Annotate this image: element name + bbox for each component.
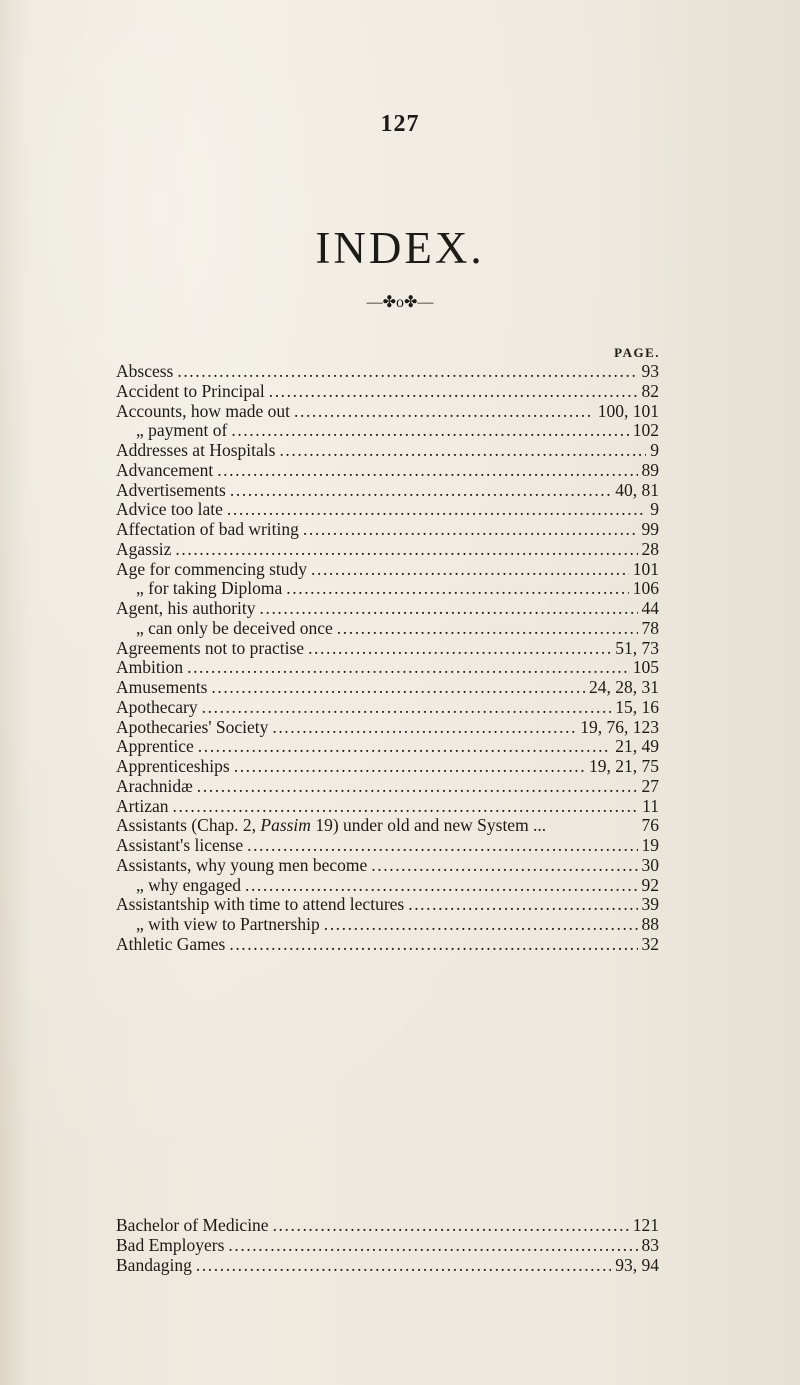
index-term: Bachelor of Medicine [116, 1215, 269, 1235]
index-entry [116, 836, 659, 856]
index-term: Agassiz [116, 538, 172, 559]
index-pages: 44 [641, 598, 659, 618]
ornament-divider: —✤o✤— [366, 294, 434, 311]
index-term-italic: Passim [260, 815, 311, 836]
index-term: Agreements not to practise [116, 637, 305, 658]
index-pages: 27 [641, 775, 659, 796]
page-title: INDEX. [315, 223, 485, 273]
index-pages: 30 [641, 854, 659, 875]
dot-leader [230, 481, 611, 501]
index-pages: 19, 21, 75 [589, 756, 659, 776]
index-term-part: Assistants (Chap. 2, [116, 815, 261, 836]
index-pages: 11 [642, 795, 659, 816]
dot-leader [337, 619, 638, 639]
index-pages: 99 [641, 519, 659, 539]
index-term: Assistantship with time to attend lectures [116, 894, 405, 915]
index-entry [116, 500, 659, 520]
index-entry [116, 856, 659, 876]
index-term: Apothecaries' Society [116, 716, 269, 737]
index-term: Apprenticeships [116, 756, 230, 776]
index-entry [116, 441, 659, 461]
index-term: Artizan [116, 795, 169, 816]
index-entry [116, 915, 659, 935]
index-term: Agent, his authority [116, 598, 256, 618]
dot-leader [172, 797, 638, 817]
dot-leader [197, 777, 638, 797]
index-pages: 102 [632, 420, 659, 441]
index-entry [116, 402, 659, 422]
dot-leader [227, 500, 646, 520]
index-entry [116, 560, 659, 580]
index-entry [116, 737, 659, 757]
index-entry [116, 658, 659, 678]
dot-leader [177, 362, 637, 382]
index-entry [116, 461, 659, 481]
index-term: „ can only be deceived once [136, 617, 333, 638]
index-term: Advice too late [116, 499, 223, 520]
page-column-header: PAGE. [614, 345, 660, 360]
index-pages: 9 [650, 499, 659, 520]
dot-leader [211, 678, 585, 698]
dot-leader [269, 382, 638, 402]
index-list-b [116, 1216, 659, 1275]
dot-leader [294, 402, 594, 422]
index-pages: 105 [632, 657, 659, 678]
index-entry [116, 520, 659, 540]
dot-leader [217, 461, 637, 481]
index-entry [116, 421, 659, 441]
index-entry [116, 639, 659, 659]
dot-leader [198, 737, 612, 757]
index-term: „ with view to Partnership [136, 914, 320, 934]
dot-leader [311, 560, 629, 580]
dot-leader [231, 421, 628, 441]
index-entry [116, 481, 659, 501]
index-term-part: 19) under old and new System ... [310, 815, 547, 836]
index-pages: 24, 28, 31 [589, 677, 659, 697]
index-pages: 76 [641, 815, 659, 836]
index-pages: 28 [641, 538, 659, 559]
index-entry [116, 757, 659, 777]
index-pages: 19 [641, 835, 659, 855]
index-entry [116, 816, 659, 836]
index-term: Apothecary [116, 696, 198, 717]
index-pages: 93, 94 [615, 1254, 659, 1275]
index-term: Apprentice [116, 736, 194, 757]
dot-leader [187, 658, 629, 678]
index-entry [116, 797, 659, 817]
index-pages: 106 [632, 578, 659, 599]
dot-leader [286, 579, 628, 599]
page-number: 127 [380, 111, 420, 137]
index-entry [116, 1216, 659, 1236]
index-pages: 88 [641, 914, 659, 934]
dot-leader [175, 540, 637, 560]
index-pages: 93 [641, 361, 659, 381]
index-entry [116, 579, 659, 599]
index-entry [116, 718, 659, 738]
dot-leader [229, 935, 637, 955]
index-term: Bandaging [116, 1254, 192, 1275]
index-entry [116, 382, 659, 402]
index-entry [116, 895, 659, 915]
dot-leader [303, 520, 638, 540]
index-pages: 121 [632, 1215, 659, 1235]
dot-leader [196, 1256, 611, 1276]
dot-leader [247, 836, 637, 856]
index-term: Abscess [116, 361, 174, 381]
dot-leader [245, 876, 638, 896]
index-entry [116, 540, 659, 560]
index-pages: 78 [641, 617, 659, 638]
index-pages: 40, 81 [615, 479, 659, 500]
index-term: Ambition [116, 657, 184, 678]
dot-leader [273, 1216, 629, 1236]
index-term: Accounts, how made out [116, 400, 290, 421]
dot-leader [272, 718, 576, 738]
index-pages: 89 [641, 459, 659, 480]
index-term: „ payment of [136, 420, 228, 441]
index-pages: 15, 16 [615, 696, 659, 717]
index-pages: 100, 101 [597, 400, 659, 421]
index-term: Advertisements [116, 479, 226, 500]
index-entry [116, 1256, 659, 1276]
index-term [116, 816, 546, 836]
index-term: Bad Employers [116, 1234, 225, 1255]
index-term: Accident to Principal [116, 380, 265, 401]
index-term: Addresses at Hospitals [116, 440, 276, 460]
index-pages: 19, 76, 123 [580, 716, 659, 737]
index-term: „ why engaged [136, 874, 241, 895]
index-pages: 83 [641, 1234, 659, 1255]
index-entry [116, 935, 659, 955]
dot-leader [324, 915, 638, 935]
index-entry [116, 678, 659, 698]
index-pages: 82 [641, 380, 659, 401]
index-entry [116, 619, 659, 639]
index-pages: 32 [641, 933, 659, 954]
index-pages: 101 [632, 558, 659, 579]
index-pages: 51, 73 [615, 637, 659, 658]
index-entry [116, 876, 659, 896]
index-pages: 21, 49 [615, 736, 659, 757]
dot-leader [202, 698, 612, 718]
index-term: „ for taking Diploma [136, 578, 283, 599]
dot-leader [279, 441, 646, 461]
dot-leader [234, 757, 585, 777]
index-pages: 39 [641, 894, 659, 915]
index-entry [116, 777, 659, 797]
index-pages: 92 [641, 874, 659, 895]
index-entry [116, 1236, 659, 1256]
index-pages: 9 [650, 440, 659, 460]
index-term: Amusements [116, 677, 208, 697]
index-term: Affectation of bad writing [116, 519, 299, 539]
index-term: Arachnidæ [116, 775, 193, 796]
index-term: Athletic Games [116, 933, 226, 954]
dot-leader [260, 599, 638, 619]
index-entry [116, 698, 659, 718]
index-list-a [116, 362, 659, 955]
dot-leader [408, 895, 637, 915]
index-term: Assistant's license [116, 835, 244, 855]
dot-leader [228, 1236, 637, 1256]
index-entry [116, 362, 659, 382]
index-entry [116, 599, 659, 619]
index-term: Assistants, why young men become [116, 854, 368, 875]
index-term: Age for commencing study [116, 558, 307, 579]
dot-leader [371, 856, 637, 876]
dot-leader [308, 639, 611, 659]
index-term: Advancement [116, 459, 214, 480]
